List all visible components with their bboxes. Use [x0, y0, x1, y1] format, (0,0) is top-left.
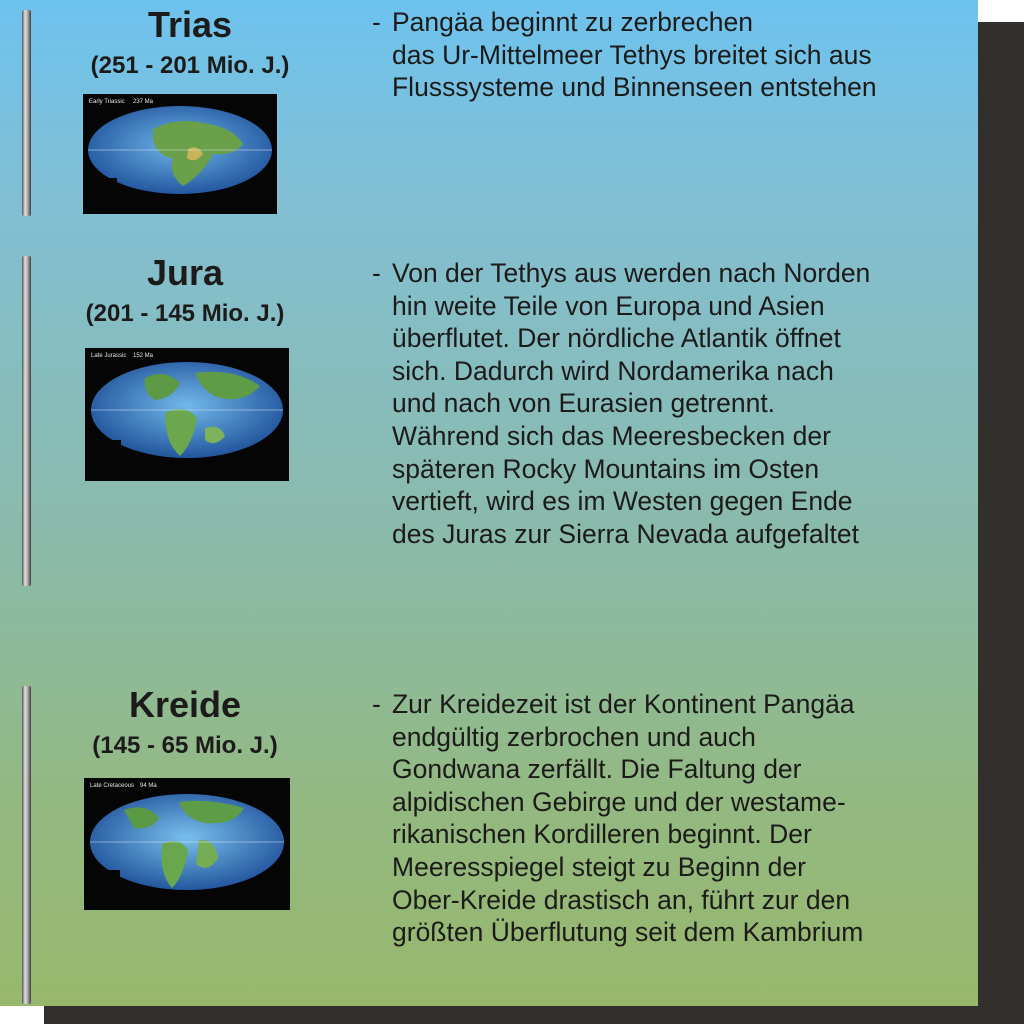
period-range: (251 - 201 Mio. J.): [90, 52, 290, 79]
description-line: endgültig zerbrochen und auch: [392, 721, 756, 752]
section-bar-jura: [22, 256, 31, 586]
description-line: größten Überflutung seit dem Kambrium: [392, 917, 864, 948]
map-age: 94 Ma: [140, 783, 157, 789]
description-line: das Ur-Mittelmeer Tethys breitet sich aus: [392, 39, 872, 70]
paleo-map-kreide: [84, 778, 290, 910]
description-line: - Von der Tethys aus werden nach Norden: [372, 258, 871, 288]
description-line: vertieft, wird es im Westen gegen Ende: [392, 486, 853, 517]
period-range: (145 - 65 Mio. J.): [92, 732, 278, 759]
description-line: hin weite Teile von Europa und Asien: [392, 290, 825, 321]
description-line: überflutet. Der nördliche Atlantik öffnet: [392, 323, 841, 354]
description-line: und nach von Eurasien getrennt.: [392, 388, 776, 419]
period-name: Kreide: [128, 684, 242, 725]
map-age: 237 Ma: [133, 99, 154, 105]
period-title-trias: [40, 4, 340, 80]
description-line: des Juras zur Sierra Nevada aufgefaltet: [392, 518, 859, 549]
period-title-kreide: [35, 684, 335, 760]
description-line: Während sich das Meeresbecken der: [392, 420, 831, 451]
map-caption: Late Cretaceous: [90, 783, 135, 789]
description-line: - Pangäa beginnt zu zerbrechen: [372, 7, 753, 37]
description-line: Flusssysteme und Binnenseen entstehen: [392, 72, 877, 103]
map-age: 152 Ma: [133, 353, 154, 359]
description-trias: [372, 6, 877, 104]
description-line: rikanischen Kordilleren beginnt. Der: [392, 819, 812, 850]
period-range: (201 - 145 Mio. J.): [85, 300, 285, 327]
period-name: Jura: [146, 252, 224, 293]
section-bar-trias: [22, 10, 31, 216]
description-line: späteren Rocky Mountains im Osten: [392, 453, 820, 484]
description-jura: [372, 257, 870, 550]
description-kreide: [372, 688, 863, 949]
paleo-map-jura: [85, 348, 289, 481]
globe-map-icon: [84, 778, 290, 910]
description-line: Meeresspiegel steigt zu Beginn der: [392, 851, 806, 882]
period-name: Trias: [147, 4, 233, 45]
description-line: - Zur Kreidezeit ist der Kontinent Pangäa: [372, 689, 855, 719]
description-line: Ober-Kreide drastisch an, führt zur den: [392, 884, 851, 915]
globe-map-icon: [83, 94, 277, 214]
section-bar-kreide: [22, 686, 31, 1004]
map-caption: Late Jurassic: [91, 353, 127, 359]
paleo-map-trias: [83, 94, 277, 214]
period-title-jura: [35, 252, 335, 328]
globe-map-icon: [85, 348, 289, 481]
map-caption: Early Triassic: [89, 99, 125, 105]
description-line: alpidischen Gebirge und der westame-: [392, 786, 846, 817]
description-line: sich. Dadurch wird Nordamerika nach: [392, 355, 834, 386]
description-line: Gondwana zerfällt. Die Faltung der: [392, 754, 802, 785]
